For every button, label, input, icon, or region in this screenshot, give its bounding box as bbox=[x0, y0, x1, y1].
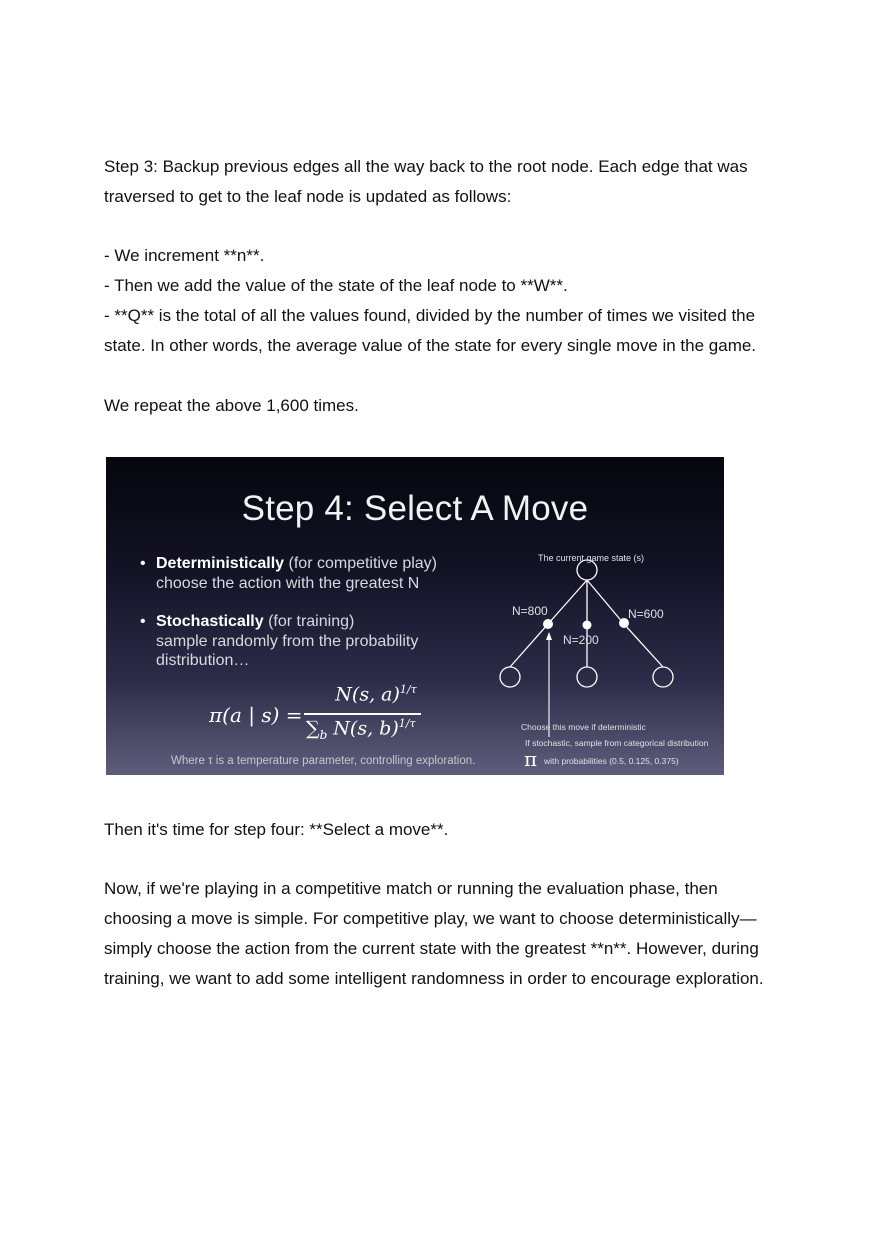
leaf-left bbox=[500, 667, 520, 687]
leaf-right bbox=[653, 667, 673, 687]
paragraph-repeat bbox=[104, 391, 784, 421]
deterministic-paren: (for competitive play) bbox=[288, 555, 438, 572]
repeat-text: We repeat the above 1,600 times. bbox=[104, 396, 359, 415]
bullet-q: - **Q** is the total of all the values found, divided by the number of times we visited the state. In other words, the average value of the state for every single move in the game. bbox=[104, 306, 757, 355]
stochastic-bold: Stochastically bbox=[156, 613, 264, 630]
paragraph-now bbox=[104, 874, 784, 994]
stochastic-paren: (for training) bbox=[268, 613, 355, 630]
paragraph-step3 bbox=[104, 152, 784, 212]
leaf-mid bbox=[577, 667, 597, 687]
edge-left-leaf bbox=[510, 624, 548, 667]
label-stochastic: If stochastic, sample from categorical distribution bbox=[525, 738, 709, 748]
edge-right-leaf bbox=[624, 624, 663, 667]
formula-fraction-bar bbox=[304, 713, 421, 715]
slide-title: Step 4: Select A Move bbox=[241, 489, 589, 528]
bullet-dot: • bbox=[140, 613, 146, 630]
step3-text: Step 3: Backup previous edges all the way back to the root node. Each edge that was traversed to get to the leaf node is updated as follows: bbox=[104, 157, 748, 206]
then-text: Then it's time for step four: **Select a move**. bbox=[104, 820, 449, 839]
label-current-state: The current game state (s) bbox=[538, 553, 645, 563]
game-tree-diagram bbox=[486, 547, 709, 748]
label-probabilities: with probabilities (0.5, 0.125, 0.375) bbox=[544, 756, 679, 766]
label-choose-deterministic: Choose this move if deterministic bbox=[521, 722, 646, 732]
stochastic-rest: sample randomly from the probability distribution… bbox=[156, 632, 419, 669]
label-n-600: N=600 bbox=[628, 607, 664, 621]
bullet-list bbox=[104, 241, 784, 361]
label-n-200: N=200 bbox=[563, 633, 599, 647]
deterministic-rest: choose the action with the greatest N bbox=[156, 574, 420, 592]
paragraph-then bbox=[104, 815, 784, 845]
slide-image bbox=[106, 457, 724, 775]
formula-denominator: $\sum_b$ N(s, b)$^{1/\tau}$ bbox=[306, 717, 416, 743]
formula-numerator: N(s, a)$^{1/\tau}$ bbox=[335, 683, 417, 706]
slide-bullet-deterministic bbox=[140, 554, 476, 593]
formula-lhs: π(a | s) = bbox=[209, 703, 303, 727]
node-mid bbox=[583, 621, 592, 630]
bullet-dot: • bbox=[140, 555, 146, 572]
slide-bullet-stochastic bbox=[140, 612, 476, 671]
root-node bbox=[577, 560, 597, 580]
edge-root-right bbox=[587, 580, 624, 624]
node-left bbox=[543, 619, 553, 629]
pi-symbol: π bbox=[524, 747, 538, 771]
deterministic-bold: Deterministically bbox=[156, 555, 285, 572]
label-n-800: N=800 bbox=[512, 604, 548, 618]
edge-root-left bbox=[548, 580, 587, 624]
slide-footnote: Where τ is a temperature parameter, controlling exploration. bbox=[171, 755, 476, 767]
bullet-increment-n: - We increment **n**. bbox=[104, 246, 265, 265]
arrow-head bbox=[546, 632, 552, 640]
now-text: Now, if we're playing in a competitive match or running the evaluation phase, then choosing a move is simple. For competitive play, we want to choose deterministically—simply choose the action from the current state with the greatest **n**. However, during training, we want to add some intelligent randomness in order to encourage exploration. bbox=[104, 879, 764, 988]
bullet-add-w: - Then we add the value of the state of the leaf node to **W**. bbox=[104, 276, 568, 295]
